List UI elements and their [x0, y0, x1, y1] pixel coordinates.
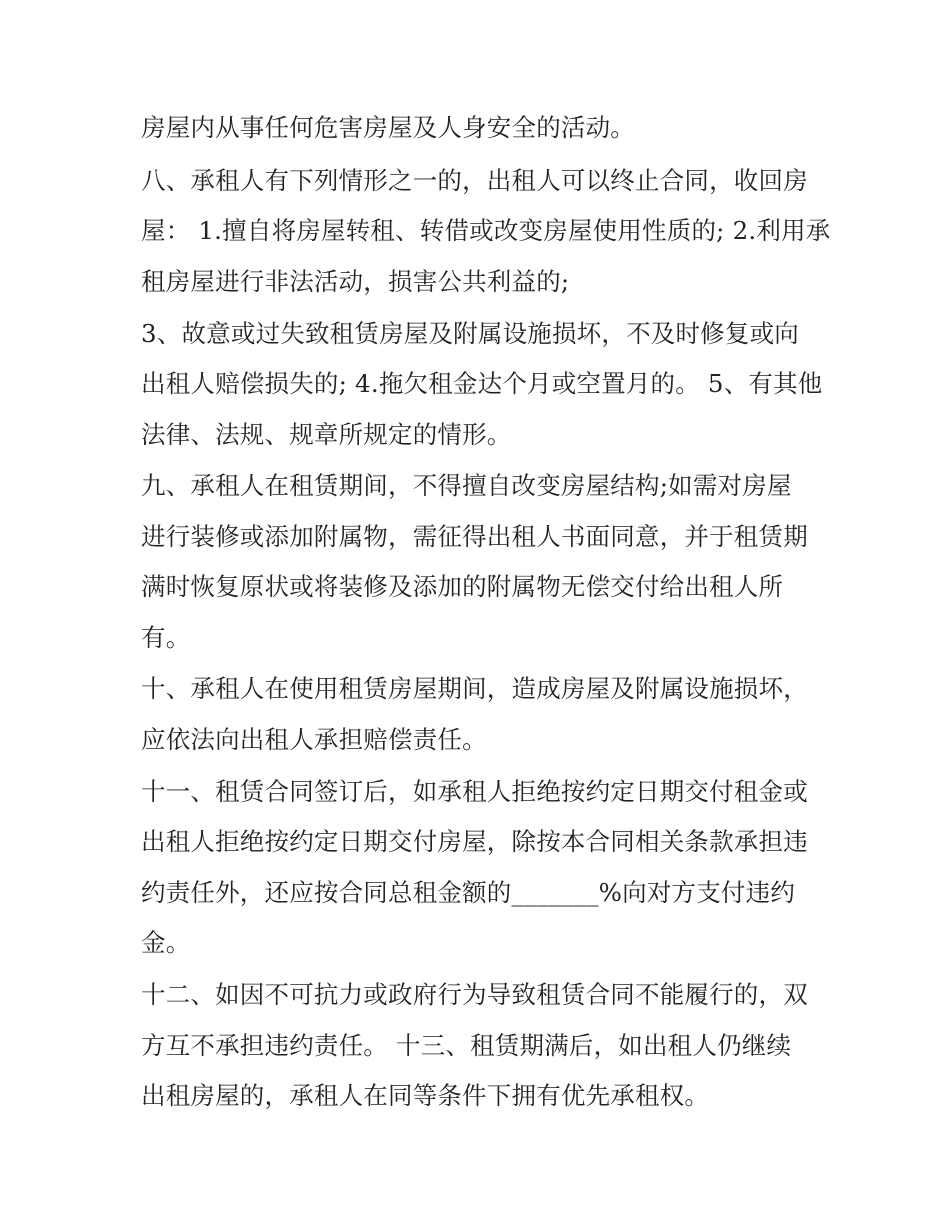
text-line: 进行装修或添加附属物，需征得出租人书面同意，并于租赁期: [141, 522, 808, 551]
text-line: 房屋内从事任何危害房屋及人身安全的活动。: [141, 113, 635, 142]
text-line: 九、承租人在租赁期间，不得擅自改变房屋结构;如需对房屋: [141, 471, 792, 500]
text-line: 十、承租人在使用租赁房屋期间，造成房屋及附属设施损坏，: [141, 674, 808, 703]
text-line: 十二、如因不可抗力或政府行为导致租赁合同不能履行的，双: [141, 980, 808, 1009]
text-line: 出租人拒绝按约定日期交付房屋，除按本合同相关条款承担违: [141, 827, 808, 856]
text-line: 屋： 1.擅自将房屋转租、转借或改变房屋使用性质的; 2.利用承: [141, 216, 831, 245]
text-line: 金。: [141, 928, 191, 957]
text-line: 租房屋进行非法活动，损害公共利益的;: [141, 267, 570, 296]
text-line: 满时恢复原状或将装修及添加的附属物无偿交付给出租人所: [141, 572, 784, 601]
text-line: 有。: [141, 623, 191, 652]
text-line: 3、故意或过失致租赁房屋及附属设施损坏，不及时修复或向: [141, 319, 799, 348]
text-line: 应依法向出租人承担赔偿责任。: [141, 725, 487, 754]
text-line: 方互不承担违约责任。 十三、租赁期满后，如出租人仍继续: [141, 1031, 792, 1060]
text-line: 法律、法规、规章所规定的情形。: [141, 420, 512, 449]
text-line: 约责任外，还应按合同总租金额的_______%向对方支付违约: [141, 878, 796, 907]
text-line: 八、承租人有下列情形之一的，出租人可以终止合同，收回房: [141, 166, 808, 195]
text-line: 出租房屋的，承租人在同等条件下拥有优先承租权。: [141, 1081, 710, 1110]
text-line: 十一、租赁合同签订后，如承租人拒绝按约定日期交付租金或: [141, 777, 808, 806]
text-line: 出租人赔偿损失的; 4.拖欠租金达个月或空置月的。 5、有其他: [141, 369, 823, 398]
